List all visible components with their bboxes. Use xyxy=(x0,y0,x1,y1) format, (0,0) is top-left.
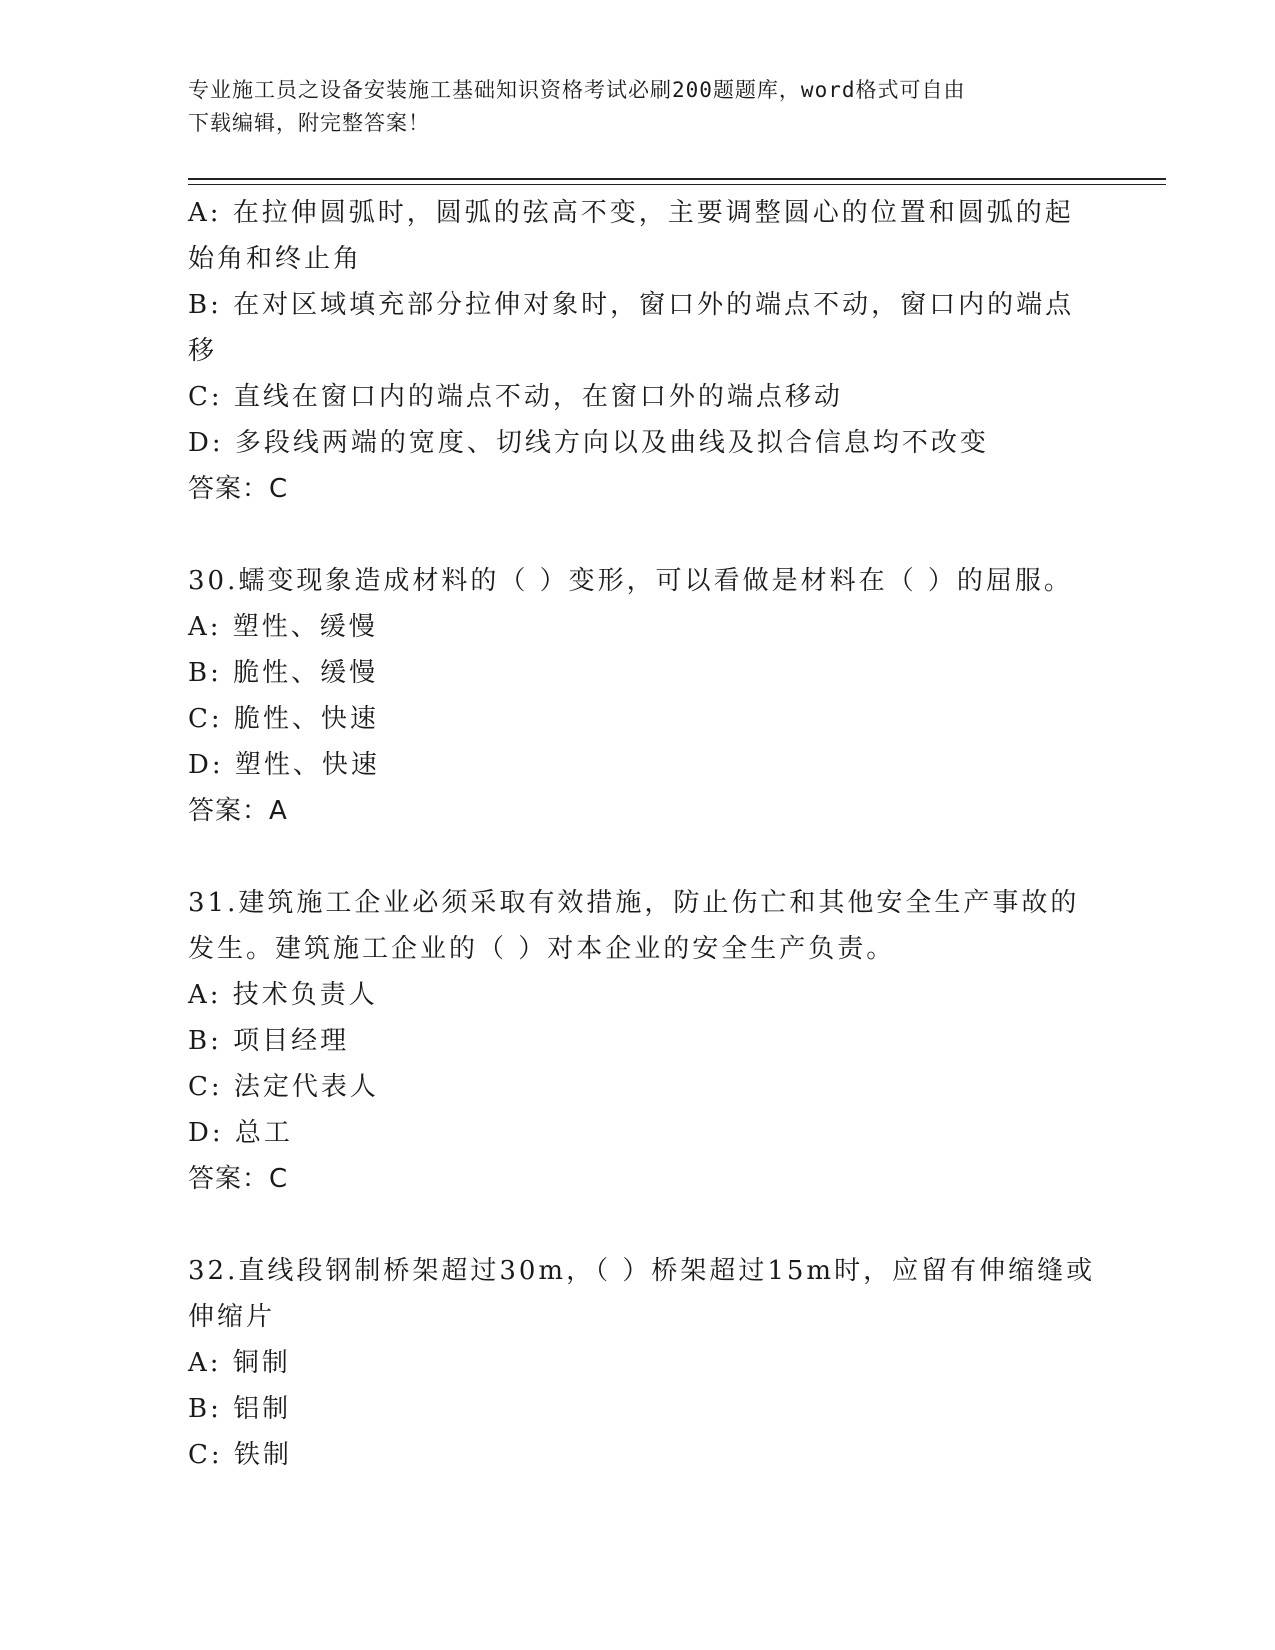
option-a: A: 在拉伸圆弧时，圆弧的弦高不变，主要调整圆心的位置和圆弧的起 xyxy=(188,198,1074,228)
question-stem: 31.建筑施工企业必须采取有效措施，防止伤亡和其他安全生产事故的 xyxy=(188,888,1080,918)
option-c: C: 脆性、快速 xyxy=(188,704,379,734)
option-d: D: 多段线两端的宽度、切线方向以及曲线及拟合信息均不改变 xyxy=(188,428,989,458)
option-a: A: 技术负责人 xyxy=(188,980,378,1010)
question-list xyxy=(188,190,1096,1478)
question-30 xyxy=(188,558,1088,834)
option-d: D: 总工 xyxy=(188,1118,293,1148)
answer: 答案：C xyxy=(188,1164,289,1194)
option-b-continued: 移 xyxy=(188,336,218,366)
question-32 xyxy=(188,1248,1096,1478)
header-line-1: 专业施工员之设备安装施工基础知识资格考试必刷200题题库，word格式可自由 xyxy=(188,78,966,102)
question-stem-continued: 伸缩片 xyxy=(188,1302,276,1332)
option-a-continued: 始角和终止角 xyxy=(188,244,363,274)
answer: 答案：C xyxy=(188,474,289,504)
document-header xyxy=(188,74,1088,140)
header-divider-thick xyxy=(188,178,1166,180)
option-b: B: 脆性、缓慢 xyxy=(188,658,379,688)
option-c: C: 铁制 xyxy=(188,1440,292,1470)
option-a: A: 铜制 xyxy=(188,1348,291,1378)
option-a: A: 塑性、缓慢 xyxy=(188,612,378,642)
question-stem: 30.蠕变现象造成材料的（ ）变形，可以看做是材料在（ ）的屈服。 xyxy=(188,566,1073,596)
option-b: B: 项目经理 xyxy=(188,1026,350,1056)
header-line-2: 下载编辑，附完整答案！ xyxy=(188,111,430,135)
header-divider-thin xyxy=(188,184,1166,185)
option-c: C: 直线在窗口内的端点不动，在窗口外的端点移动 xyxy=(188,382,843,412)
answer: 答案：A xyxy=(188,796,288,826)
option-b: B: 铝制 xyxy=(188,1394,292,1424)
question-29 xyxy=(188,190,1088,512)
question-31 xyxy=(188,880,1088,1202)
spacer xyxy=(188,512,1088,558)
question-stem-continued: 发生。建筑施工企业的（ ）对本企业的安全生产负责。 xyxy=(188,934,896,964)
option-c: C: 法定代表人 xyxy=(188,1072,379,1102)
spacer xyxy=(188,834,1088,880)
option-d: D: 塑性、快速 xyxy=(188,750,380,780)
spacer xyxy=(188,1202,1088,1248)
option-b: B: 在对区域填充部分拉伸对象时，窗口外的端点不动，窗口内的端点 xyxy=(188,290,1075,320)
question-stem: 32.直线段钢制桥架超过30m，（ ）桥架超过15m时，应留有伸缩缝或 xyxy=(188,1256,1096,1286)
